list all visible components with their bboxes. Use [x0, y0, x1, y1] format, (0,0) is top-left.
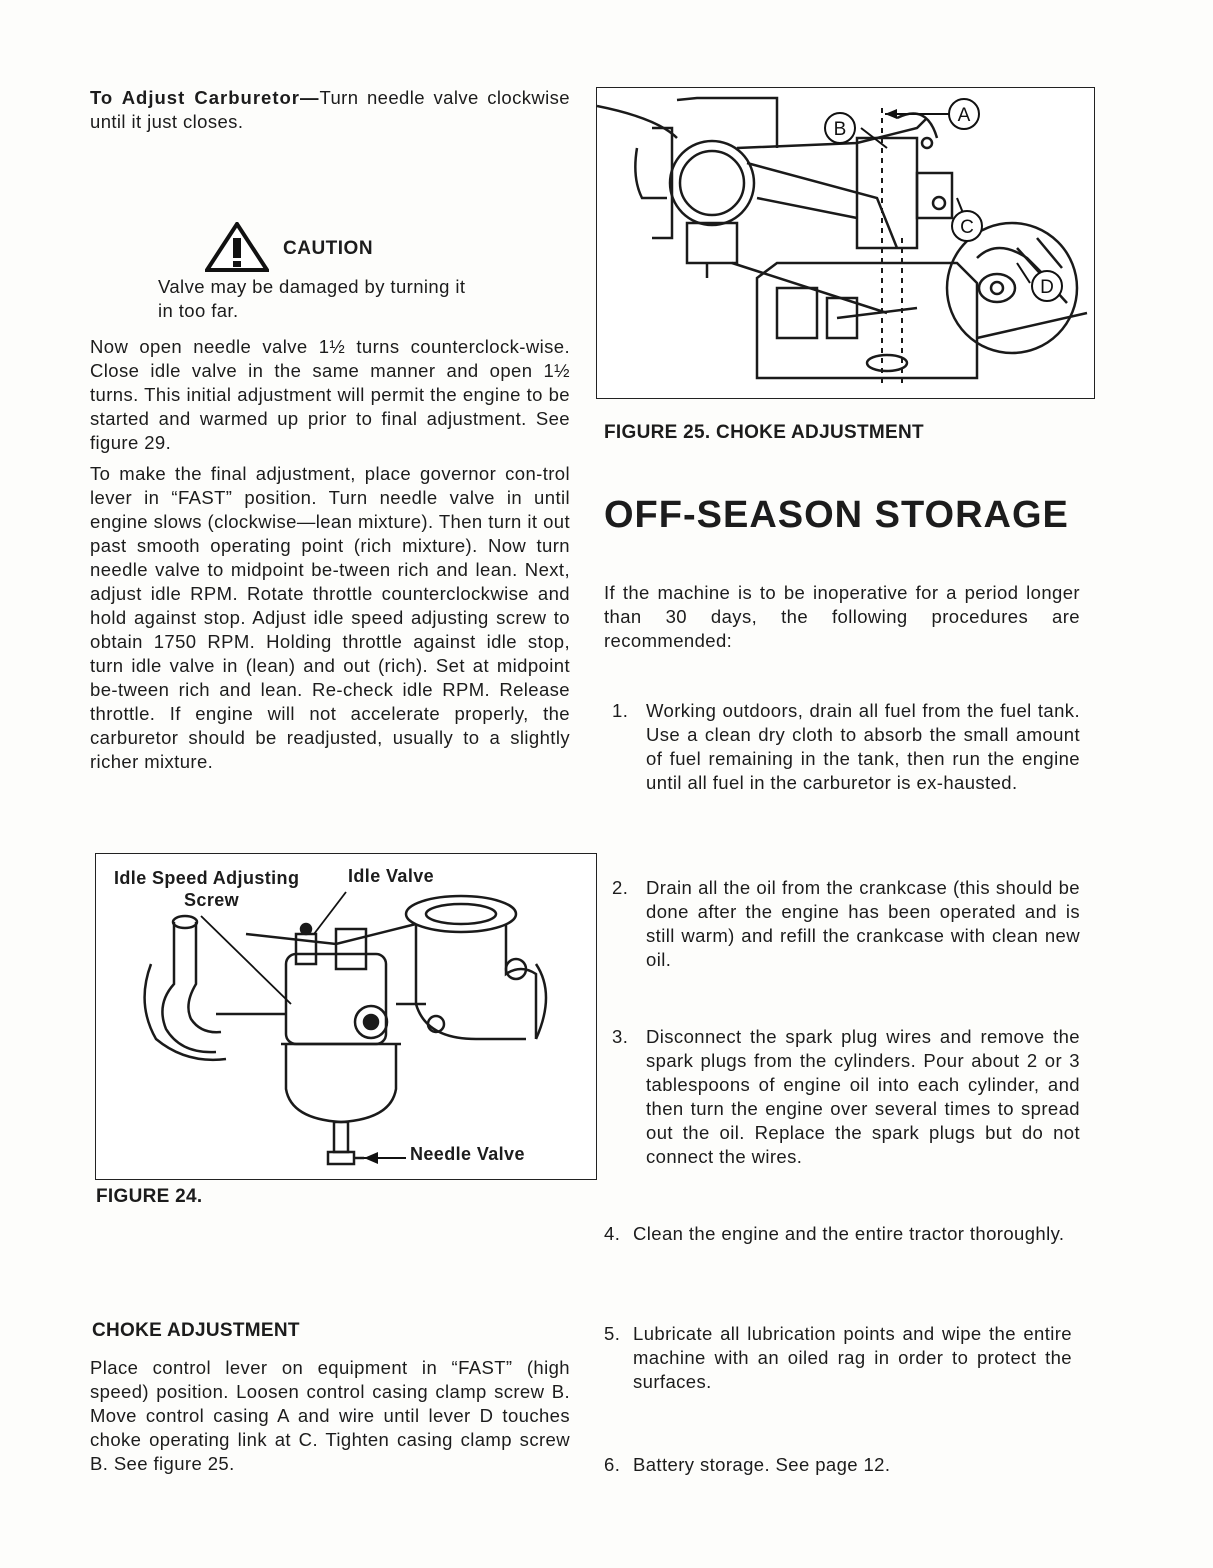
figure-25-choke-diagram [596, 87, 1095, 399]
step-number: 5. [604, 1323, 621, 1344]
storage-step-6 [604, 1453, 1072, 1483]
storage-step-4 [604, 1222, 1072, 1282]
step-text: Battery storage. See page 12. [633, 1454, 891, 1475]
step-text: Drain all the oil from the crankcase (this should be done after the engine has been operated and is still warm) and refill the crankcase with clean new oil. [646, 877, 1080, 970]
callout-c-label: C [960, 217, 974, 238]
step-text: Disconnect the spark plug wires and remove the spark plugs from the cylinders. Pour about 2 or 3 tablespoons of engine oil into each cylinder, and then turn the engine over several times to spread out the oil. Replace the spark plugs but do not connect the wires. [646, 1026, 1080, 1167]
storage-step-2 [612, 876, 1080, 976]
label-needle-valve: Needle Valve [410, 1144, 525, 1164]
callout-b [825, 113, 855, 143]
step-number: 1. [612, 700, 629, 721]
label-idle-valve: Idle Valve [348, 866, 435, 886]
carburetor-illustration [96, 854, 596, 1179]
figure-24-caption: FIGURE 24. [96, 1186, 203, 1207]
step-text: Clean the engine and the entire tractor thoroughly. [633, 1223, 1065, 1244]
callout-b-label: B [833, 119, 847, 140]
callout-d-label: D [1040, 277, 1054, 298]
callout-d [1032, 271, 1062, 301]
callout-c [952, 211, 982, 241]
step-number: 3. [612, 1026, 629, 1047]
step-text: Working outdoors, drain all fuel from the fuel tank. Use a clean dry cloth to absorb the small amount of fuel remaining in the tank, then run the engine until all fuel in the carburetor is ex-hausted. [646, 700, 1080, 793]
final-adjustment-paragraph: To make the final adjustment, place governor con-trol lever in “FAST” position. Turn needle valve in until engine slows (clockwise—lean mixture). Then turn it out past smooth operating point (rich mixture). Now turn needle valve to midpoint be-tween rich and lean. Next, adjust idle RPM. Rotate throttle counterclockwise and hold against stop. Adjust idle speed adjusting screw to obtain 1750 RPM. Holding throttle against idle stop, turn idle valve in (lean) and out (rich). Set at midpoint be-tween rich and lean. Re-check idle RPM. Release throttle. If engine will not accelerate properly, the carburetor should be readjusted, usually to a slightly richer mixture. [90, 463, 570, 772]
adjust-carburetor-text: Turn needle valve clockwise until it just closes. [90, 87, 570, 132]
step-number: 4. [604, 1223, 621, 1244]
adjust-carburetor-lead: To Adjust Carburetor— [90, 87, 320, 108]
choke-adjustment-paragraph: Place control lever on equipment in “FAST” (high speed) position. Loosen control casing clamp screw B. Move control casing A and wire until lever D touches choke operating link at C. Tighten casing clamp screw B. See figure 25. [90, 1357, 570, 1474]
caution-text [158, 275, 538, 323]
step-number: 2. [612, 877, 629, 898]
figure-24-carburetor-diagram [95, 853, 597, 1180]
storage-step-3 [612, 1025, 1080, 1175]
adjust-carburetor-paragraph [90, 86, 570, 134]
off-season-storage-heading: OFF-SEASON STORAGE [604, 494, 1069, 536]
caution-title: CAUTION [283, 238, 374, 259]
label-screw: Screw [184, 890, 240, 910]
step-number: 6. [604, 1454, 621, 1475]
caution-warning-icon [205, 222, 269, 272]
step-text: Lubricate all lubrication points and wipe the entire machine with an oiled rag in order to protect the surfaces. [633, 1323, 1072, 1392]
storage-intro-paragraph: If the machine is to be inoperative for a period longer than 30 days, the following procedures are recommended: [604, 582, 1080, 651]
caution-line-2: in too far. [158, 300, 239, 321]
callout-a [949, 99, 979, 129]
label-idle-speed-adjusting: Idle Speed Adjusting [114, 868, 300, 888]
storage-step-5 [604, 1322, 1072, 1402]
callout-a-label: A [957, 105, 971, 126]
storage-step-1 [612, 699, 1080, 819]
choke-adjustment-heading: CHOKE ADJUSTMENT [92, 1320, 300, 1341]
figure-25-caption: FIGURE 25. CHOKE ADJUSTMENT [604, 422, 924, 443]
caution-line-1: Valve may be damaged by turning it [158, 276, 466, 297]
initial-adjustment-paragraph: Now open needle valve 1½ turns counterclock-wise. Close idle valve in the same manner and open 1½ turns. This initial adjustment will permit the engine to be started and warmed up prior to final adjustment. See figure 29. [90, 336, 570, 453]
choke-illustration [597, 88, 1094, 398]
